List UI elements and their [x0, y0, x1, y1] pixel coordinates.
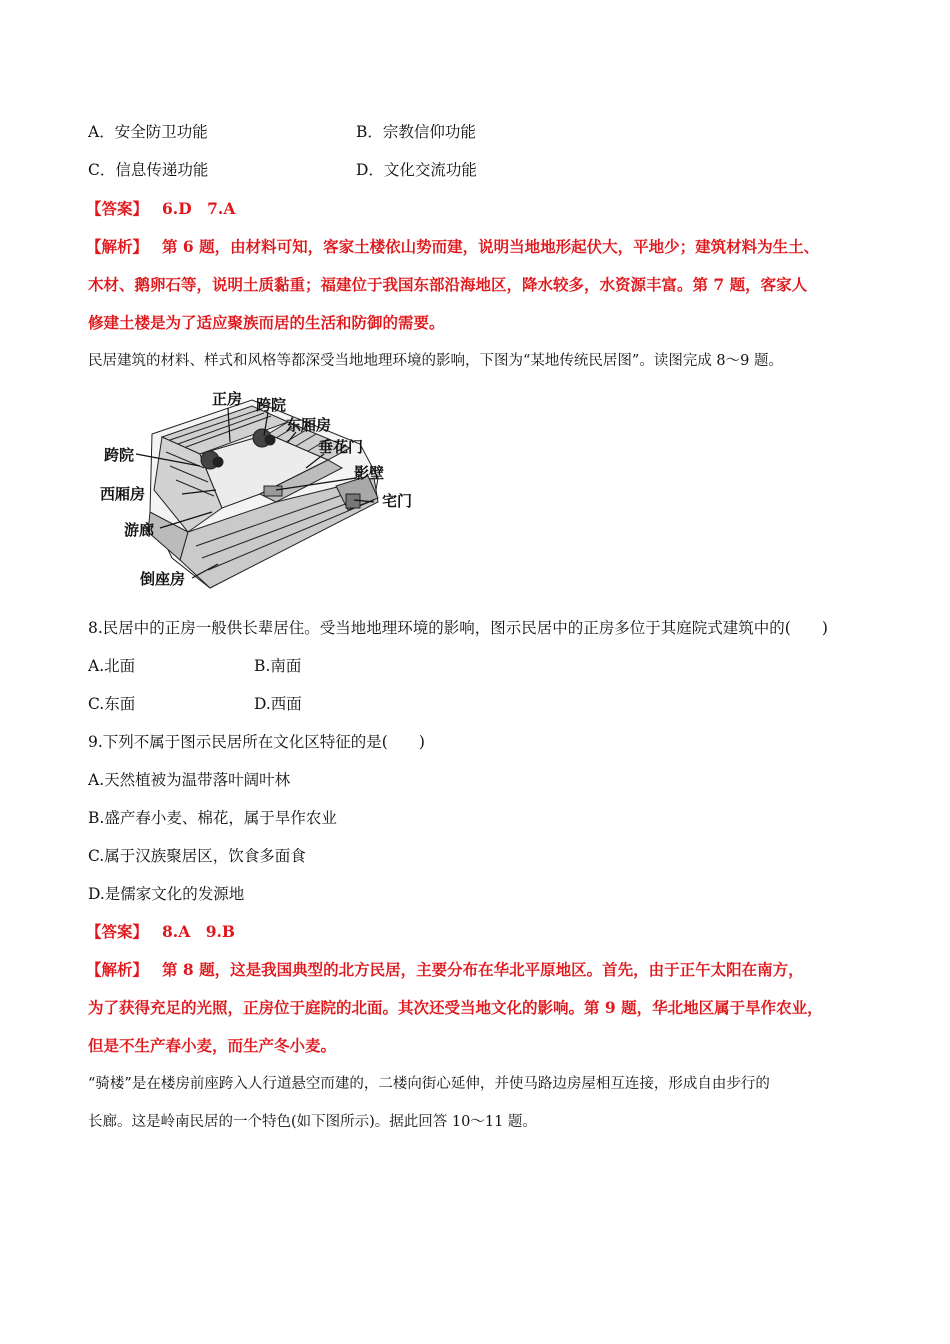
passage-text: 长廊。这是岭南民居的一个特色(如下图所示)。据此回答 10～11 题。 [88, 1114, 537, 1130]
option-d: D．文化交流功能 [356, 161, 477, 179]
option-b: B.盛产春小麦、棉花，属于旱作农业 [88, 809, 337, 827]
analysis-line: 但是不生产春小麦，而生产冬小麦。 [88, 1036, 337, 1055]
option-c: C.东面 [88, 695, 136, 713]
option-row [88, 656, 302, 676]
option-row [88, 122, 476, 142]
answer-text: 8.A 9.B [162, 922, 236, 941]
analysis-line: 修建土楼是为了适应聚族而居的生活和防御的需要。 [88, 313, 445, 332]
option-b: B．宗教信仰功能 [356, 123, 476, 141]
option-c: C.属于汉族聚居区，饮食多面食 [88, 847, 306, 865]
label-daozuofang: 倒座房 [140, 570, 186, 588]
analysis-text: 第 8 题，这是我国典型的北方民居，主要分布在华北平原地区。首先，由于正午太阳在南方， [162, 960, 804, 979]
analysis-line [86, 960, 804, 980]
label-xixiangfang: 西厢房 [100, 485, 146, 503]
passage-text: “骑楼”是在楼房前座跨入人行道悬空而建的，二楼向街心延伸，并使马路边房屋相互连接，形成自由步行的 [88, 1076, 770, 1092]
label-kuayuan-left: 跨院 [104, 446, 135, 464]
label-zhaimen: 宅门 [382, 492, 413, 510]
answer-tag: 【答案】 [86, 199, 149, 218]
analysis-line [86, 237, 819, 257]
label-youlang: 游廊 [124, 521, 155, 539]
answer-line [86, 922, 235, 942]
answer-tag: 【答案】 [86, 922, 149, 941]
courtyard-house-figure [92, 382, 438, 596]
option-row [88, 694, 302, 714]
option-c: C．信息传递功能 [88, 161, 209, 179]
option-d: D.西面 [254, 695, 302, 713]
label-chuihuamen: 垂花门 [318, 438, 364, 456]
label-dongxiangfang: 东厢房 [286, 416, 332, 434]
analysis-line: 木材、鹅卵石等，说明土质黏重；福建位于我国东部沿海地区，降水较多，水资源丰富。第 7 题，客家人 [88, 275, 808, 294]
label-kuayuan-top: 跨院 [256, 396, 287, 414]
option-row [88, 160, 477, 180]
option-a: A.北面 [88, 657, 136, 675]
answer-line [86, 199, 235, 219]
passage-text: 民居建筑的材料、样式和风格等都深受当地地理环境的影响，下图为“某地传统民居图”。读图完成 8～9 题。 [88, 353, 783, 369]
analysis-text: 第 6 题，由材料可知，客家土楼依山势而建，说明当地地形起伏大，平地少；建筑材料为生土、 [162, 237, 820, 256]
question-stem: 9.下列不属于图示民居所在文化区特征的是( ) [88, 733, 425, 751]
question-stem: 8.民居中的正房一般供长辈居住。受当地地理环境的影响，图示民居中的正房多位于其庭院式建筑中的( ) [88, 619, 828, 637]
option-a: A.天然植被为温带落叶阔叶林 [88, 771, 291, 789]
option-d: D.是儒家文化的发源地 [88, 885, 245, 903]
option-a: A．安全防卫功能 [88, 123, 208, 141]
option-b: B.南面 [254, 657, 302, 675]
answer-text: 6.D 7.A [162, 199, 236, 218]
analysis-tag: 【解析】 [86, 960, 149, 979]
analysis-tag: 【解析】 [86, 237, 149, 256]
analysis-line: 为了获得充足的光照，正房位于庭院的北面。其次还受当地文化的影响。第 9 题，华北地区属于旱作农业， [88, 998, 823, 1017]
label-zhengfang: 正房 [212, 390, 243, 408]
label-yingbi: 影壁 [354, 464, 385, 482]
